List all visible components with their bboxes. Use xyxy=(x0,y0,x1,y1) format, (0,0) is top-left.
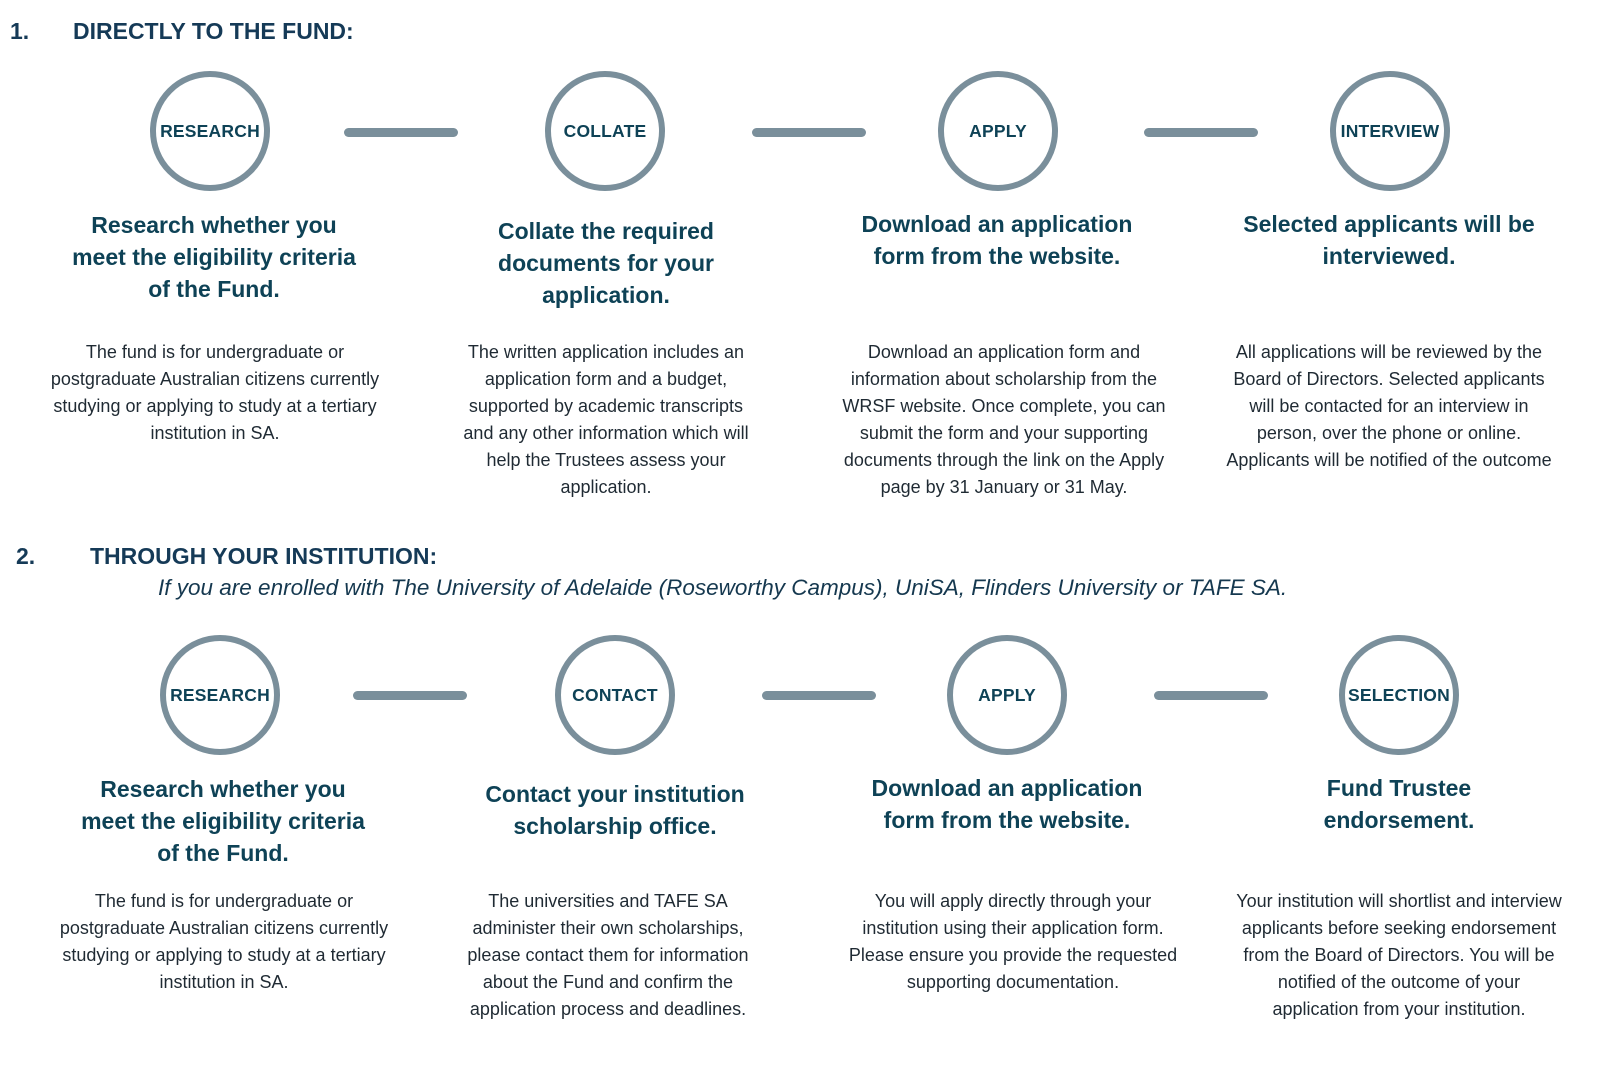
step-description: All applications will be reviewed by the Board of Directors. Selected applicants will be contacted for an interview in person, over the phone or online. Applicants will be notified of the outcome xyxy=(1226,342,1552,470)
step-description: The fund is for undergraduate or postgraduate Australian citizens currently studying or applying to study at a tertiary institution in SA. xyxy=(50,342,380,443)
step-description: The universities and TAFE SA administer their own scholarships, please contact them for information about the Fund and confirm the application process and deadlines. xyxy=(467,891,749,1019)
step-circle-selection xyxy=(1339,635,1459,755)
step-connector xyxy=(344,128,458,137)
step-circle-label: SELECTION xyxy=(1348,684,1450,705)
step-circle-label: APPLY xyxy=(969,120,1027,141)
step-circle-label: COLLATE xyxy=(563,120,647,141)
step-connector xyxy=(762,691,876,700)
section-1-number: 1. xyxy=(10,18,30,44)
section-1-title: DIRECTLY TO THE FUND: xyxy=(73,18,354,44)
step-heading: Collate the required documents for your application. xyxy=(498,218,714,308)
step-circle-label: APPLY xyxy=(978,684,1036,705)
step-circle-apply xyxy=(938,71,1058,191)
step-connector xyxy=(1144,128,1258,137)
step-connector xyxy=(1154,691,1268,700)
step-heading: Selected applicants will be interviewed. xyxy=(1243,211,1535,269)
step-connector xyxy=(752,128,866,137)
step-description: The fund is for undergraduate or postgraduate Australian citizens currently studying or applying to study at a tertiary institution in SA. xyxy=(59,891,389,992)
step-description: Your institution will shortlist and interview applicants before seeking endorsement from the Board of Directors. You will be notified of the outcome of your application from your institution. xyxy=(1236,891,1562,1019)
step-heading: Download an application form from the website. xyxy=(861,211,1133,269)
step-circle-interview xyxy=(1330,71,1450,191)
step-circle-apply xyxy=(947,635,1067,755)
step-heading: Contact your institution scholarship office. xyxy=(485,781,745,839)
step-heading: Research whether you meet the eligibility criteria of the Fund. xyxy=(72,212,356,302)
step-heading: Research whether you meet the eligibility criteria of the Fund. xyxy=(81,776,365,866)
step-circle-contact xyxy=(555,635,675,755)
step-circle-research xyxy=(150,71,270,191)
step-description: You will apply directly through your institution using their application form. Please ensure you provide the requested supporting documentation. xyxy=(848,891,1178,992)
step-description: Download an application form and information about scholarship from the WRSF website. Once complete, you can submit the form and your supporting documents through the link on the Apply page by 31 January or 31 May. xyxy=(842,342,1166,497)
step-heading: Download an application form from the website. xyxy=(871,775,1143,833)
section-2-title: THROUGH YOUR INSTITUTION: xyxy=(90,543,438,569)
step-circle-collate xyxy=(545,71,665,191)
step-description: The written application includes an application form and a budget, supported by academic transcripts and any other information which will help the Trustees assess your application. xyxy=(463,342,749,497)
step-circle-label: INTERVIEW xyxy=(1340,120,1440,141)
step-heading: Fund Trustee endorsement. xyxy=(1323,775,1475,833)
section-2-subtitle: If you are enrolled with The University of Adelaide (Roseworthy Campus), UniSA, Flinders University or TAFE SA. xyxy=(158,575,1288,600)
section-2-number: 2. xyxy=(16,543,36,569)
step-circle-label: RESEARCH xyxy=(170,684,270,705)
step-circle-research xyxy=(160,635,280,755)
step-circle-label: CONTACT xyxy=(572,684,658,705)
step-connector xyxy=(353,691,467,700)
step-circle-label: RESEARCH xyxy=(160,120,260,141)
